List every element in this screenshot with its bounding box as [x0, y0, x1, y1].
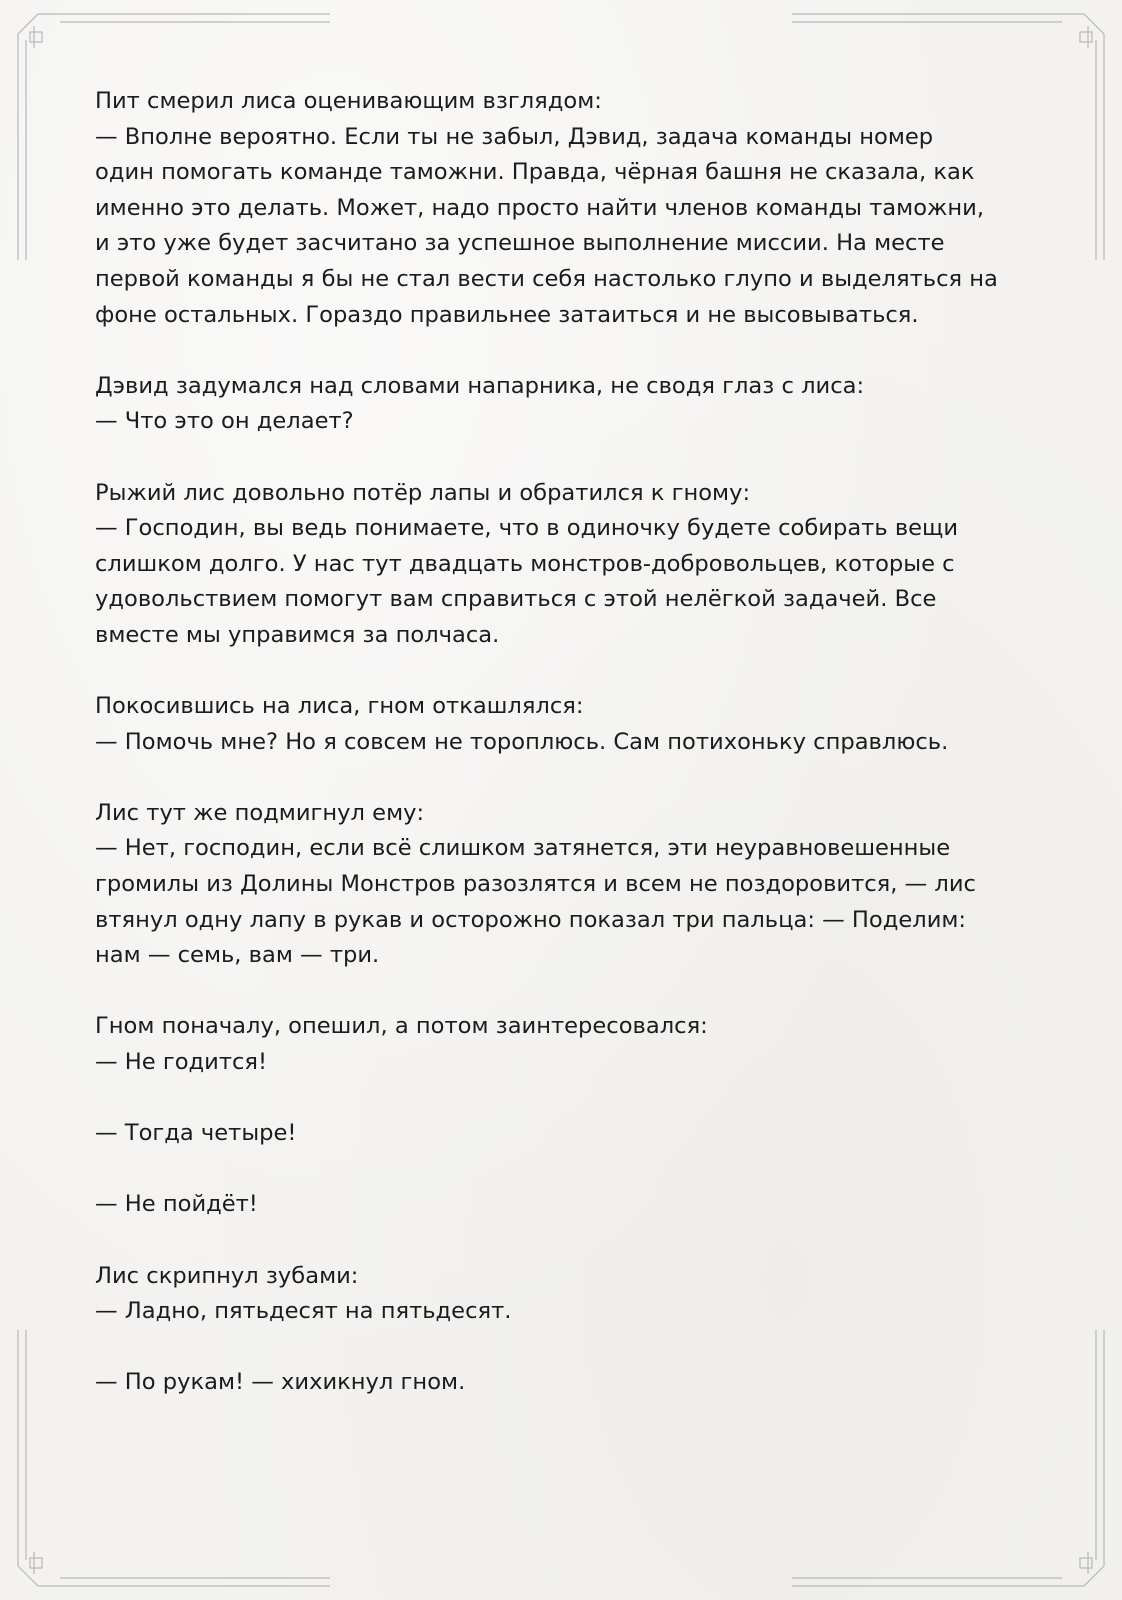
text-line: — Не пойдёт! — [95, 1191, 258, 1218]
text-line: — Тогда четыре! — [95, 1120, 297, 1147]
text-line: Пит смерил лиса оценивающим взглядом: — [95, 88, 602, 114]
paragraph-pete-reply — [95, 84, 1035, 333]
text-line: удовольствием помогут вам справиться с этой нелёгкой задачей. Все — [95, 586, 937, 613]
text-line: Дэвид задумался над словами напарника, не сводя глаз с лиса: — [95, 372, 865, 399]
paragraph-deal — [95, 1365, 1035, 1401]
text-line: один помогать команде таможни. Правда, чёрная башня не сказала, как — [95, 159, 975, 186]
paragraph-fox-wink — [95, 796, 1035, 974]
text-line: и это уже будет засчитано за успешное выполнение миссии. На месте — [95, 230, 945, 257]
text-line: Покосившись на лиса, гном откашлялся: — [95, 693, 584, 720]
text-line: слишком долго. У нас тут двадцать монстров-добровольцев, которые с — [95, 550, 955, 577]
text-line: первой команды я бы не стал вести себя настолько глупо и выделяться на — [95, 265, 998, 292]
paragraph-fox-offer — [95, 476, 1035, 654]
paragraph-david-question — [95, 369, 1035, 440]
text-line: Гном поначалу, опешил, а потом заинтересовался: — [95, 1013, 708, 1040]
paragraph-gnome-interested — [95, 1009, 1035, 1080]
text-line: втянул одну лапу в рукав и осторожно показал три пальца: — Поделим: — [95, 906, 967, 933]
text-line: — Вполне вероятно. Если ты не забыл, Дэвид, задача команды номер — [95, 123, 934, 150]
text-line: — Что это он делает? — [95, 408, 354, 435]
text-line: — По рукам! — хихикнул гном. — [95, 1369, 466, 1396]
paragraph-gnome-refusal — [95, 689, 1035, 760]
text-line: вместе мы управимся за полчаса. — [95, 621, 500, 648]
paragraph-gnome-no — [95, 1187, 1035, 1223]
text-line: — Ладно, пятьдесят на пятьдесят. — [95, 1298, 512, 1325]
text-line: Рыжий лис довольно потёр лапы и обратился к гному: — [95, 479, 751, 506]
text-line: фоне остальных. Гораздо правильнее затаиться и не высовываться. — [95, 301, 919, 328]
text-line: громилы из Долины Монстров разозлятся и всем не поздоровится, — лис — [95, 871, 976, 898]
text-line: нам — семь, вам — три. — [95, 942, 380, 969]
text-line: — Господин, вы ведь понимаете, что в одиночку будете собирать вещи — [95, 515, 959, 542]
text-line: — Помочь мне? Но я совсем не тороплюсь. Сам потихоньку справлюсь. — [95, 728, 949, 755]
text-line: именно это делать. Может, надо просто найти членов команды таможни, — [95, 194, 985, 221]
paragraph-fox-four — [95, 1116, 1035, 1152]
story-text — [95, 84, 1035, 1437]
text-line: Лис скрипнул зубами: — [95, 1262, 359, 1289]
paragraph-fox-fifty — [95, 1259, 1035, 1330]
text-line: — Не годится! — [95, 1049, 268, 1076]
text-line: Лис тут же подмигнул ему: — [95, 799, 425, 826]
text-line: — Нет, господин, если всё слишком затянется, эти неуравновешенные — [95, 835, 951, 862]
